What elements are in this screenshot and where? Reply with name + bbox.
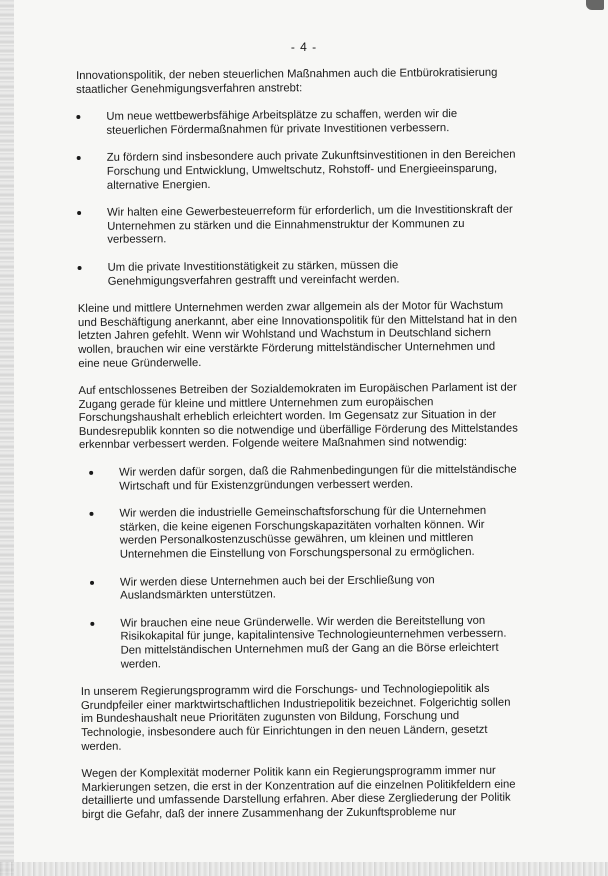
bullet-icon bbox=[77, 211, 81, 215]
page-number: - 4 - bbox=[290, 40, 318, 54]
list-item: Wir werden dafür sorgen, daß die Rahmenbedingungen für die mittelständische Wirtschaft und für Existenzgründungen verbessert werden. bbox=[89, 464, 519, 495]
paragraph-regierungsprogramm: In unserem Regierungsprogramm wird die Forschungs- und Technologiepolitik als Grundpfeiler einer marktwirtschaftlichen Industriepolitik bezeichnet. Folgerichtig sollen im Bundeshaushalt neue Prioritäten zugunsten von Bildung, Forschung und Technologie, insbesondere auch für Einrichtungen in den neuen Ländern, gesetzt werden. bbox=[80, 682, 511, 753]
bullet-icon bbox=[76, 115, 80, 119]
list-item: Wir werden die industrielle Gemeinschaftsforschung für die Unternehmen stärken, die keine eigenen Forschungskapazitäten vorhalten können. Wir werden Personalkostenzuschüsse gewähren, um kleinen und mittleren Unternehmen die Einstellung von Forschungspersonal zu ermöglichen. bbox=[89, 505, 519, 563]
list-item: Wir halten eine Gewerbesteuerreform für erforderlich, um die Investitionskraft der Unternehmen zu stärken und die Einnahmenstruktur der Kommunen zu verbessern. bbox=[77, 204, 517, 248]
list-item: Wir werden diese Unternehmen auch bei der Erschließung von Auslandsmärkten unterstützen. bbox=[90, 573, 520, 604]
document-body bbox=[76, 67, 522, 837]
scan-corner-mark bbox=[586, 0, 604, 10]
paragraph-komplexitaet: Wegen der Komplexität moderner Politik kann ein Regierungsprogramm immer nur Markierungen setzen, die erst in der Konzentration auf die einzelnen Politikfeldern eine detaillierte und umfassende Darstellung erfahren. Aber diese Zergliederung der Politik birgt die Gefahr, daß der innere Zusammenhang der Zukunftsprobleme nur bbox=[81, 764, 516, 821]
paragraph-europa: Auf entschlossenes Betreiben der Sozialdemokraten im Europäischen Parlament ist der Zugang gerade für kleine und mittlere Unternehmen zum europäischen Forschungshaushalt erheblich erleichtert worden. Im Gegensatz zur Situation in der Bundesrepublik konnten so die notwendige und überfällige Förderung des Mittelstandes erkennbar verbessert werden. Folgende weitere Maßnahmen sind notwendig: bbox=[78, 381, 518, 452]
intro-paragraph: Innovationspolitik, der neben steuerlichen Maßnahmen auch die Entbürokratisierung staatlicher Genehmigungsverfahren anstrebt: bbox=[76, 66, 498, 96]
list-item: Wir brauchen eine neue Gründerwelle. Wir werden die Bereitstellung von Risikokapital für junge, kapitalintensive Technologieunternehmen verbessern. Den mittelständischen Unternehmen muß der Gang an die Börse erleichtert werden. bbox=[90, 614, 520, 672]
scan-edge-left bbox=[0, 0, 14, 876]
paragraph-mittelstand: Kleine und mittlere Unternehmen werden zwar allgemein als der Motor für Wachstum und Beschäftigung anerkannt, aber eine Innovationspolitik für den Mittelstand hat in den letzten Jahren gefehlt. Wenn wir Wohlstand und Wachstum in Deutschland sichern wollen, brauchen wir eine verstärkte Förderung mittelständischer Unternehmen und eine neue Gründerwelle. bbox=[77, 299, 518, 370]
list-item: Zu fördern sind insbesondere auch private Zukunftsinvestitionen in den Bereichen Forschung und Entwicklung, Umweltschutz, Rohstoff- und Energieeinsparung, alternative Energien. bbox=[77, 149, 517, 193]
list-item: Um neue wettbewerbsfähige Arbeitsplätze zu schaffen, werden wir die steuerlichen Fördermaßnahmen für private Investitionen verbessern. bbox=[76, 108, 516, 139]
bullet-icon bbox=[90, 580, 94, 584]
bullet-list-massnahmen bbox=[89, 464, 521, 672]
bullet-icon bbox=[89, 512, 93, 516]
bullet-icon bbox=[89, 471, 93, 475]
bullet-icon bbox=[77, 156, 81, 160]
list-item: Um die private Investitionstätigkeit zu stärken, müssen die Genehmigungsverfahren gestrafft und vereinfacht werden. bbox=[78, 258, 518, 289]
scan-edge-bottom bbox=[0, 862, 608, 876]
bullet-icon bbox=[90, 622, 94, 626]
bullet-icon bbox=[78, 266, 82, 270]
bullet-list-investitionen bbox=[76, 108, 517, 289]
